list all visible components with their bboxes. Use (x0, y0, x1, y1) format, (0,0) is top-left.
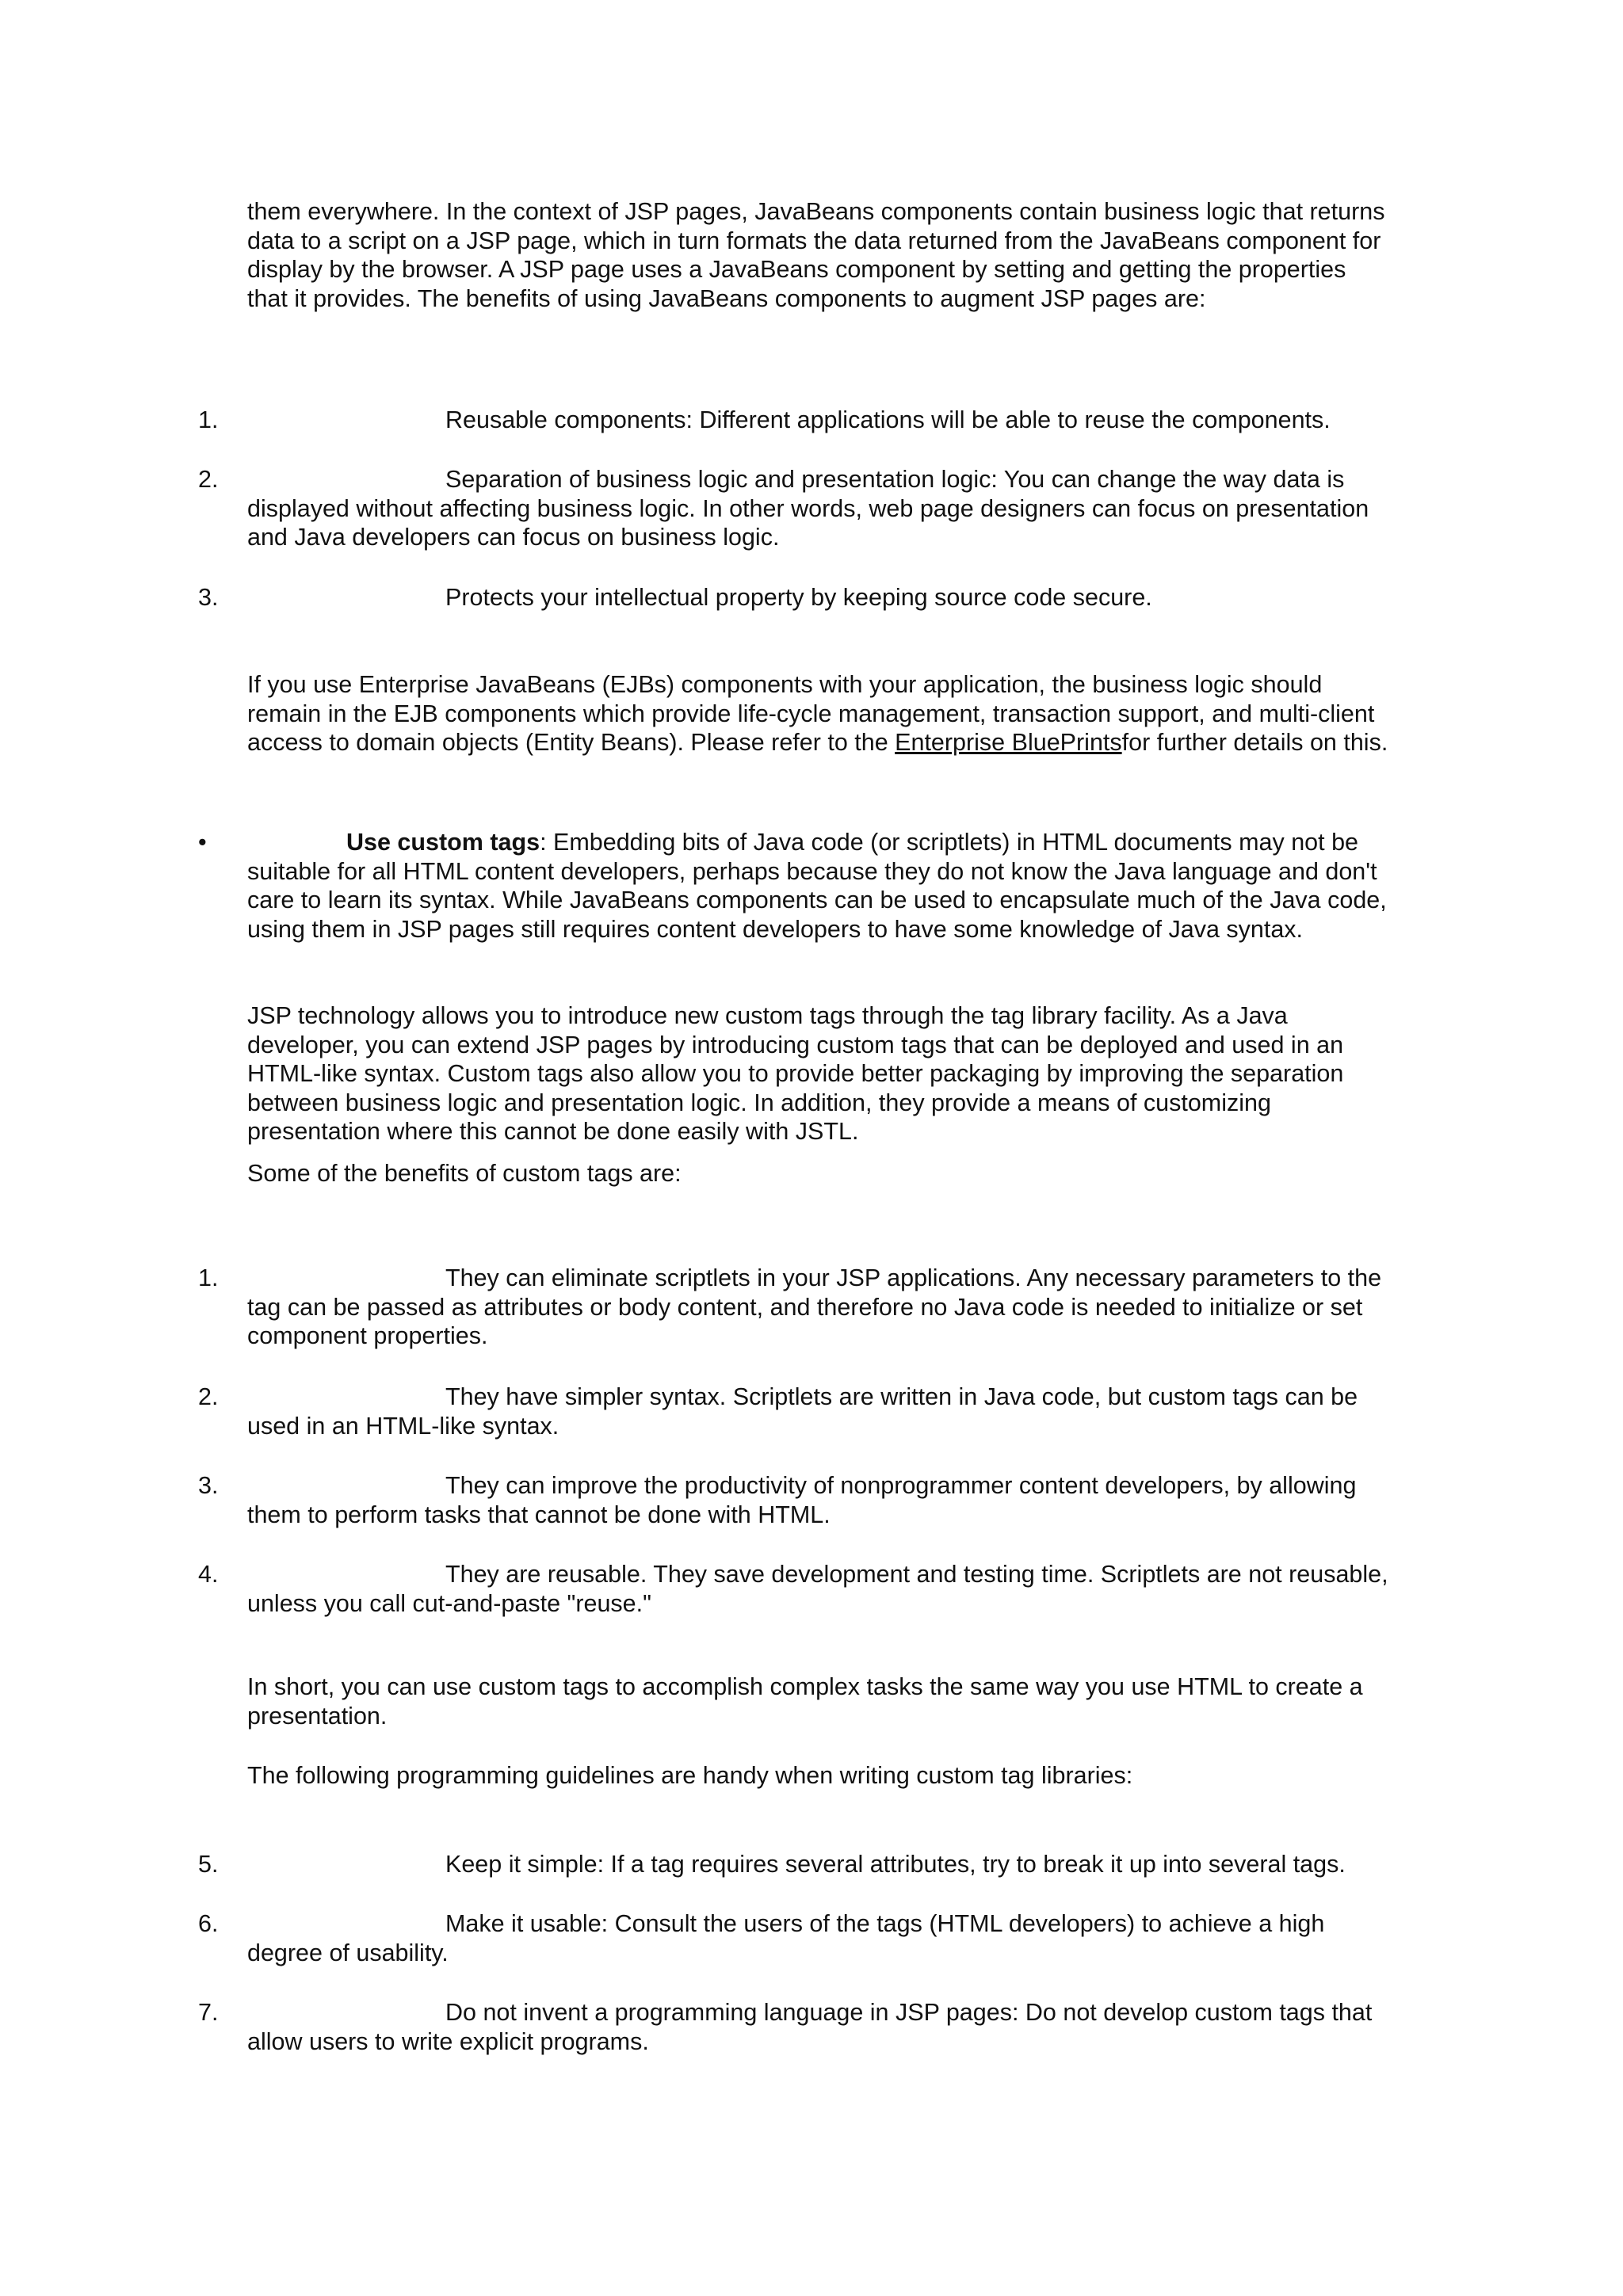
list-item-text: Separation of business logic and presentation logic: You can change the way data is displayed without affecting business logic. In other words, web page designers can focus on presentation and Java developers can focus on business logic. (247, 466, 1369, 551)
list-item-text: Keep it simple: If a tag requires several attributes, try to break it up into several tags. (445, 1851, 1346, 1878)
list-item-text: They can improve the productivity of nonprogrammer content developers, by allowing them to perform tasks that cannot be done with HTML. (247, 1472, 1357, 1528)
bullet-body-text: : Embedding bits of Java code (or scriptlets) in HTML documents may not be suitable for all HTML content developers, perhaps because they do not know the Java language and don't care to learn its syntax. While JavaBeans components can be used to encapsulate much of the Java code, using them in JSP pages still requires content developers to have some knowledge of Java syntax. (247, 829, 1387, 943)
list-item-text: Make it usable: Consult the users of the tags (HTML developers) to achieve a high degree of usability. (247, 1910, 1325, 1966)
list-number: 7. (198, 1999, 219, 2026)
list-item-text: Protects your intellectual property by keeping source code secure. (445, 584, 1152, 611)
list-number: 2. (198, 1383, 219, 1410)
benefits-intro: Some of the benefits of custom tags are: (247, 1160, 682, 1187)
summary-paragraph: In short, you can use custom tags to accomplish complex tasks the same way you use HTML to create a presentation. (247, 1673, 1363, 1730)
bullet-text (247, 828, 1388, 944)
intro-paragraph: them everywhere. In the context of JSP pages, JavaBeans components contain business logic that returns data to a script on a JSP page, which in turn formats the data returned from the JavaBeans component for display by the browser. A JSP page uses a JavaBeans component by setting and getting the properties that it provides. The benefits of using JavaBeans components to augment JSP pages are: (247, 198, 1385, 312)
list-number: 5. (198, 1851, 219, 1878)
list-item-text: They are reusable. They save development and testing time. Scriptlets are not reusable, unless you call cut-and-paste "reuse." (247, 1561, 1388, 1617)
list-number: 6. (198, 1910, 219, 1937)
ejb-text-end: for further details on this. (1121, 729, 1388, 756)
bullet-icon: • (198, 829, 207, 856)
jsp-technology-paragraph: JSP technology allows you to introduce new custom tags through the tag library facility. As a Java developer, you can extend JSP pages by introducing custom tags that can be deployed and used in an HTML-like syntax. Custom tags also allow you to provide better packaging by improving the separation between business logic and presentation logic. In addition, they provide a means of customizing presentation where this cannot be done easily with JSTL. (247, 1002, 1344, 1145)
list-item-text: Reusable components: Different applications will be able to reuse the components. (445, 406, 1331, 433)
enterprise-blueprints-link[interactable]: Enterprise BluePrints (895, 729, 1122, 756)
list-number: 3. (198, 584, 219, 611)
list-number: 3. (198, 1472, 219, 1499)
bullet-lead: Use custom tags (346, 829, 540, 856)
list-item-text: Do not invent a programming language in JSP pages: Do not develop custom tags that allow users to write explicit programs. (247, 1999, 1373, 2055)
list-number: 1. (198, 1264, 219, 1291)
list-number: 2. (198, 466, 219, 493)
list-number: 4. (198, 1561, 219, 1588)
list-item-text: They have simpler syntax. Scriptlets are written in Java code, but custom tags can be used in an HTML-like syntax. (247, 1383, 1358, 1440)
ejb-text: If you use Enterprise JavaBeans (EJBs) components with your application, the business logic should remain in the EJB components which provide life-cycle management, transaction support, and multi-client access to domain objects (Entity Beans). Please refer to the (247, 671, 1375, 756)
list-number: 1. (198, 406, 219, 433)
list-item-text: They can eliminate scriptlets in your JSP applications. Any necessary parameters to the tag can be passed as attributes or body content, and therefore no Java code is needed to initialize or set component properties. (247, 1264, 1382, 1349)
guidelines-intro: The following programming guidelines are handy when writing custom tag libraries: (247, 1762, 1133, 1789)
ejb-paragraph (247, 670, 1388, 757)
